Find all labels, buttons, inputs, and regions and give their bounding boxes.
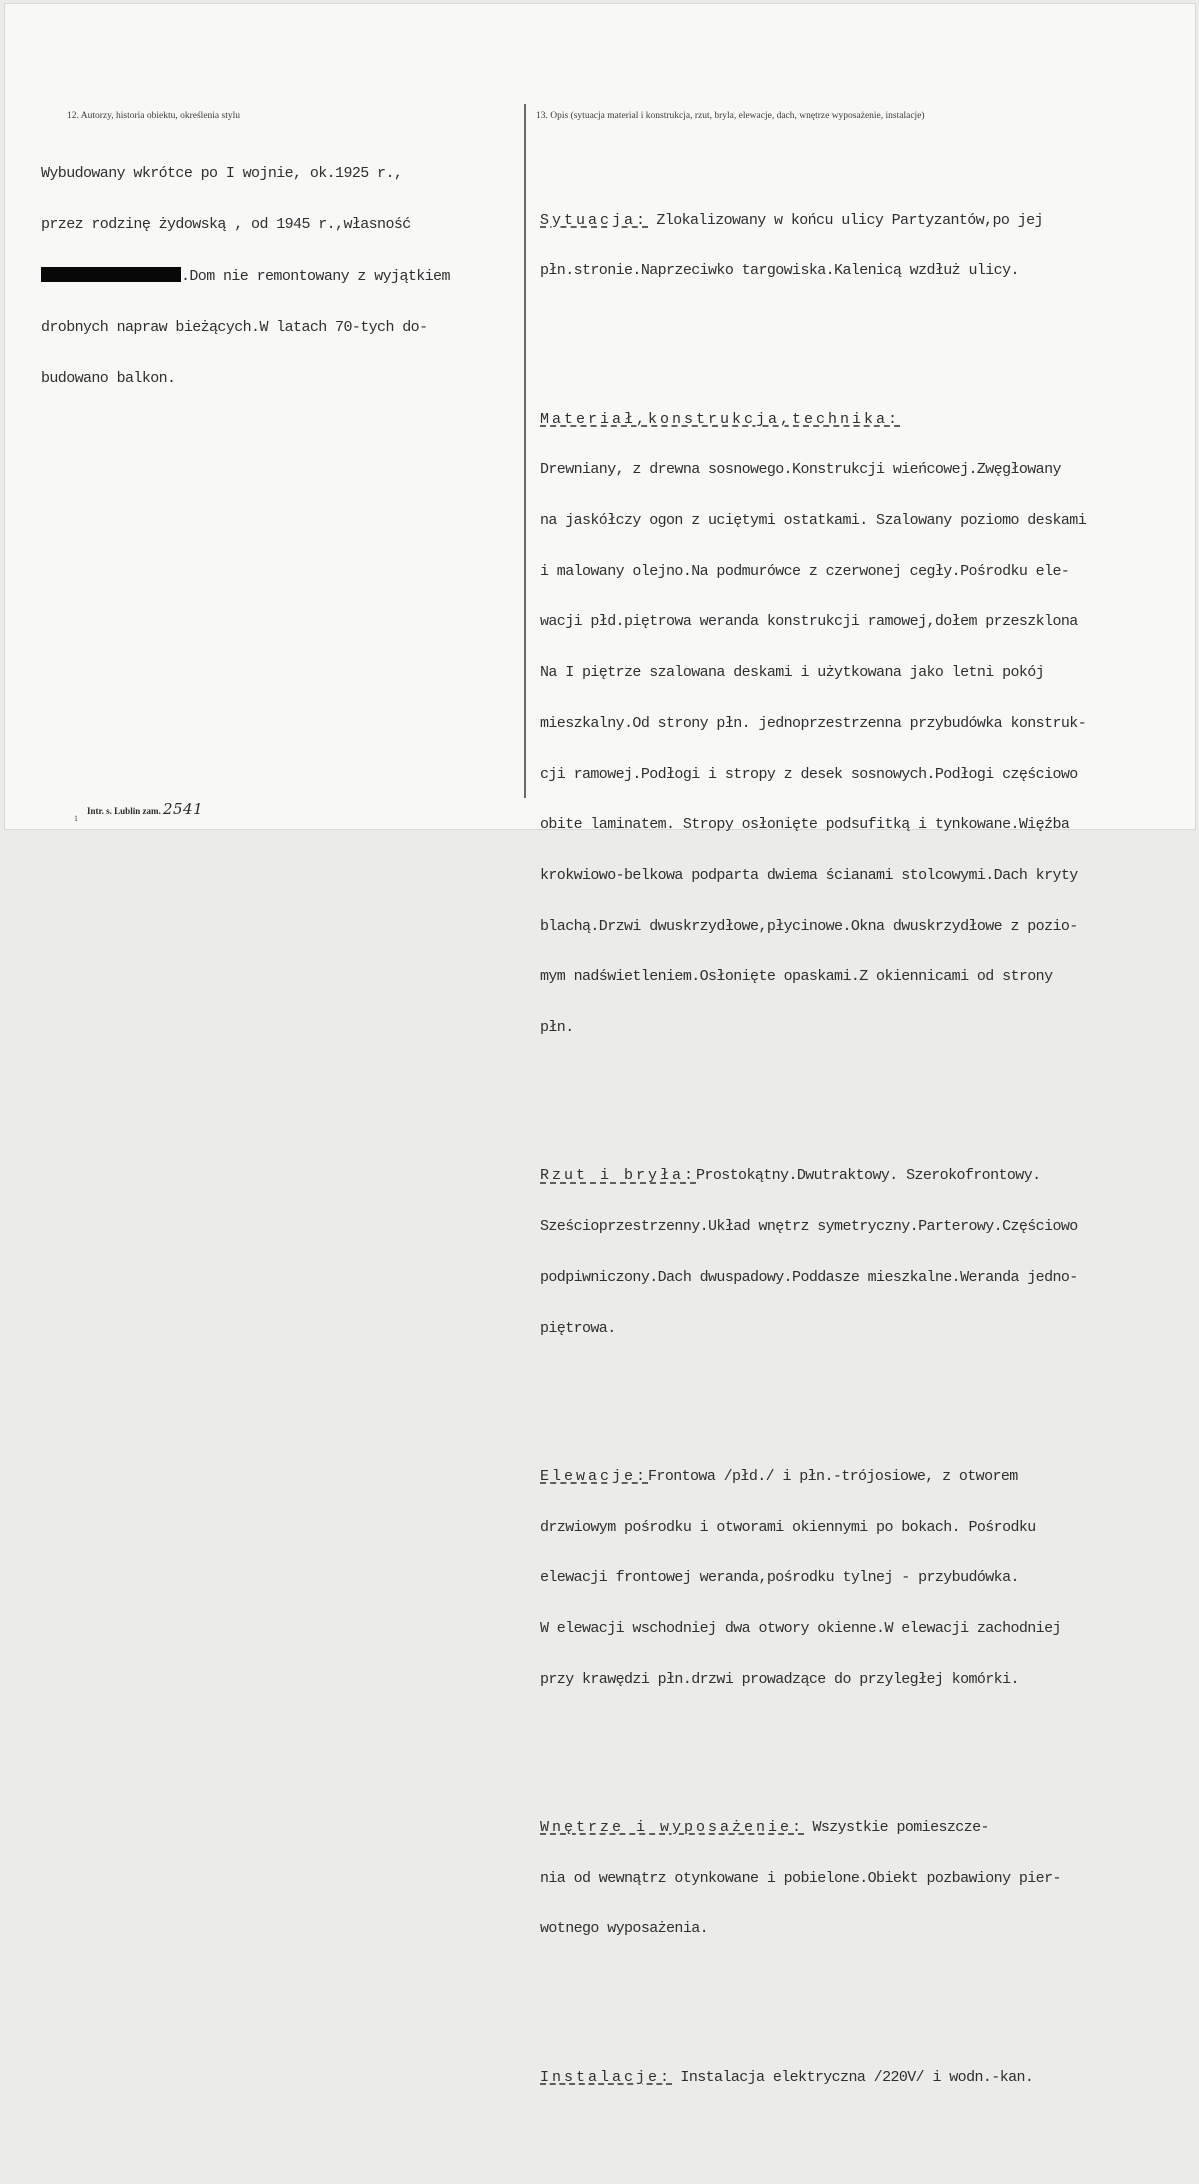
- section-label: Wnętrze i wyposażenie:: [540, 1818, 805, 1836]
- description-text: [540, 128, 1086, 2184]
- handwritten-number: 2541: [162, 800, 204, 818]
- redaction-bar: [41, 267, 181, 282]
- section-wnetrze: Wnętrze i wyposażenie: Wszystkie pomieszcze- nia od wewnątrz otynkowane i pobielone.Obiekt pozbawiony pier- wotnego wyposażenia.: [540, 1818, 1061, 1938]
- section-label: Materiał,konstrukcja,technika:: [540, 410, 901, 428]
- document-sheet: [4, 3, 1196, 2086]
- section-label: Instalacje:: [540, 2068, 673, 2086]
- section-material: Materiał,konstrukcja,technika: Drewniany, z drewna sosnowego.Konstrukcji wieńcowej.Zwęgłowany na jaskółczy ogon z uciętymi ostatkami. Szalowany poziomo deskami i malowany olejno.Na podmurówce z czerwonej cegły.Pośrodku ele- wacji płd.piętrowa weranda konstrukcji ramowej,dołem przeszklona Na I piętrze szalowana deskami i użytkowana jako letni pokój mieszkalny.Od strony płn. jednoprzestrzenna przybudówka konstruk- cji ramowej.Podłogi i stropy z desek sosnowych.Podłogi częściowo obite laminatem. Stropy osłonięte podsufitką i tynkowane.Więźba krokwiowo-belkowa podparta dwiema ścianami stolcowymi.Dach kryty blachą.Drzwi dwuskrzydłowe,płycinowe.Okna dwuskrzydłowe z pozio- mym nadświetleniem.Osłonięte opaskami.Z okiennicami od strony płn.: [540, 410, 1087, 1037]
- section-elewacje: Elewacje:Frontowa /płd./ i płn.-trójosiowe, z otworem drzwiowym pośrodku i otworami okiennymi po bokach. Pośrodku elewacji frontowej weranda,pośrodku tylnej - przybudówka. W elewacji wschodniej dwa otwory okienne.W elewacji zachodniej przy krawędzi płn.drzwi prowadzące do przyległej komórki.: [540, 1467, 1061, 1688]
- history-line: drobnych napraw bieżących.W latach 70-tych do-: [41, 318, 428, 336]
- history-text: [41, 132, 450, 421]
- heading-history: 12. Autorzy, historia obiektu, określenia stylu: [67, 111, 240, 121]
- inventory-label: Intr. s. Lublin zam.: [87, 806, 161, 816]
- section-label: Rzut i bryła:: [540, 1167, 697, 1185]
- history-line: .Dom nie remontowany z wyjątkiem: [41, 267, 450, 286]
- section-sytuacja: Sytuacja: Zlokalizowany w końcu ulicy Partyzantów,po jej płn.stronie.Naprzeciwko targowiska.Kalenicą wzdłuż ulicy.: [540, 211, 1043, 280]
- history-line: przez rodzinę żydowską , od 1945 r.,własność: [41, 215, 411, 233]
- section-label: Elewacje:: [540, 1467, 649, 1485]
- section-rzut: Rzut i bryła:Prostokątny.Dwutraktowy. Szerokofrontowy. Sześcioprzestrzenny.Układ wnętrz symetryczny.Parterowy.Częściowo podpiwniczony.Dach dwuspadowy.Poddasze mieszkalne.Weranda jedno- piętrowa.: [540, 1167, 1078, 1337]
- section-label: Sytuacja:: [540, 211, 649, 229]
- inventory-footer: [87, 800, 203, 818]
- corner-mark: 1: [74, 814, 78, 823]
- history-line: budowano balkon.: [41, 369, 176, 387]
- section-instalacje: Instalacje: Instalacja elektryczna /220V/ i wodn.-kan.: [540, 2068, 1034, 2086]
- heading-description: 13. Opis (sytuacja material i konstrukcja, rzut, bryla, elewacje, dach, wnętrze wyposażenie, instalacje): [536, 111, 925, 121]
- history-line: Wybudowany wkrótce po I wojnie, ok.1925 r.,: [41, 164, 403, 182]
- column-divider: [524, 104, 526, 798]
